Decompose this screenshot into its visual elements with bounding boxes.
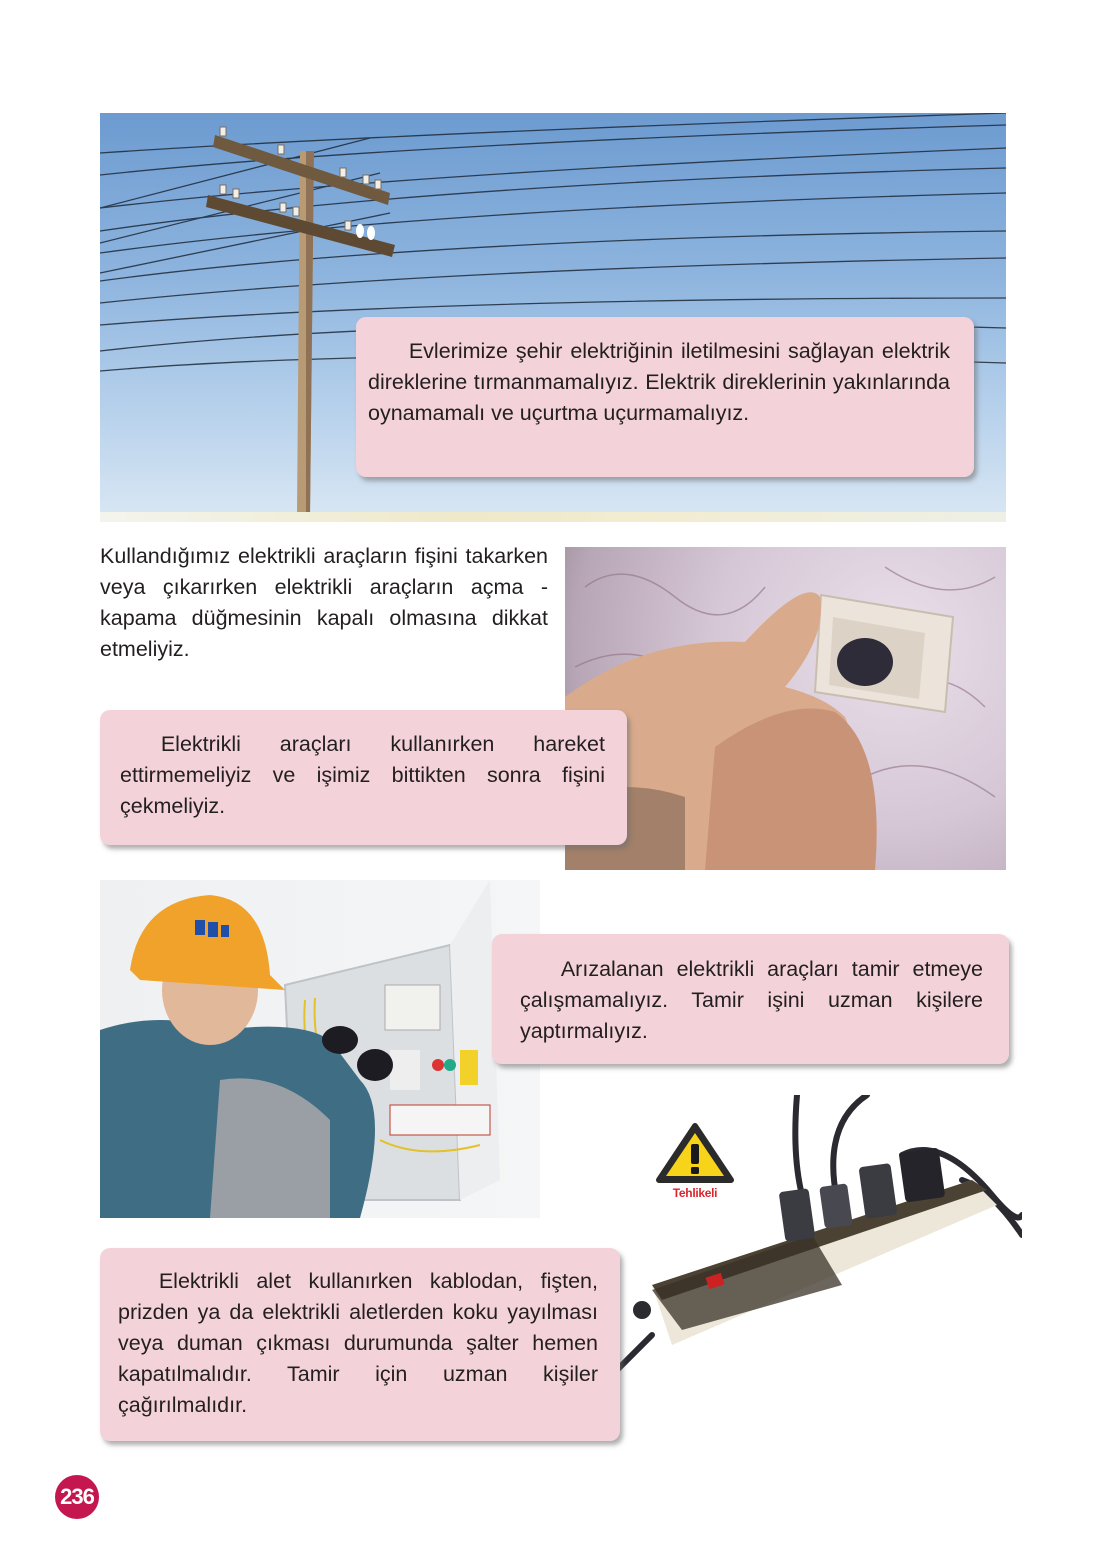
warning-label: Tehlikeli xyxy=(672,1186,718,1200)
unplug-safety-text: Elektrikli araçları kullanırken hareket ettirmemeliyiz ve işimiz bittikten sonra fişini çekmeliyiz. xyxy=(120,732,605,818)
electrician-photo xyxy=(100,880,540,1218)
page-number: 236 xyxy=(60,1484,94,1509)
plug-paragraph-text: Kullandığımız elektrikli araçların fişini takarken veya çıkarırken elektrikli araçların açma - kapama düğmesinin kapalı olmasına dikkat etmeliyiz. xyxy=(100,544,548,661)
warning-triangle-icon xyxy=(655,1122,735,1184)
photo-edge xyxy=(100,512,1006,522)
plug-paragraph xyxy=(100,541,548,665)
warning-sign xyxy=(655,1122,735,1204)
electrician-illustration xyxy=(100,880,540,1218)
hand-unplugging-photo xyxy=(565,547,1006,870)
unplug-safety-box xyxy=(100,710,627,845)
smoke-safety-text: Elektrikli alet kullanırken kablodan, fişten, prizden ya da elektrikli aletlerden koku yayılması veya duman çıkması durumunda şalter hemen kapatılmalıdır. Tamir için uzman kişiler çağırılmalıdır. xyxy=(118,1269,598,1417)
page-number-badge xyxy=(55,1475,99,1519)
repair-safety-box xyxy=(492,934,1009,1064)
pole-safety-box xyxy=(356,317,974,477)
pole-safety-text: Evlerimize şehir elektriğinin iletilmesini sağlayan elektrik direklerine tırmanmamalıyız. Elektrik direklerinin yakınlarında oynamamalı ve uçurtma uçurmamalıyız. xyxy=(368,339,950,425)
smoke-safety-box xyxy=(100,1248,620,1441)
repair-safety-text: Arızalanan elektrikli araçları tamir etmeye çalışmamalıyız. Tamir işini uzman kişilere yaptırmalıyız. xyxy=(520,957,983,1043)
plug-illustration xyxy=(565,547,1006,870)
